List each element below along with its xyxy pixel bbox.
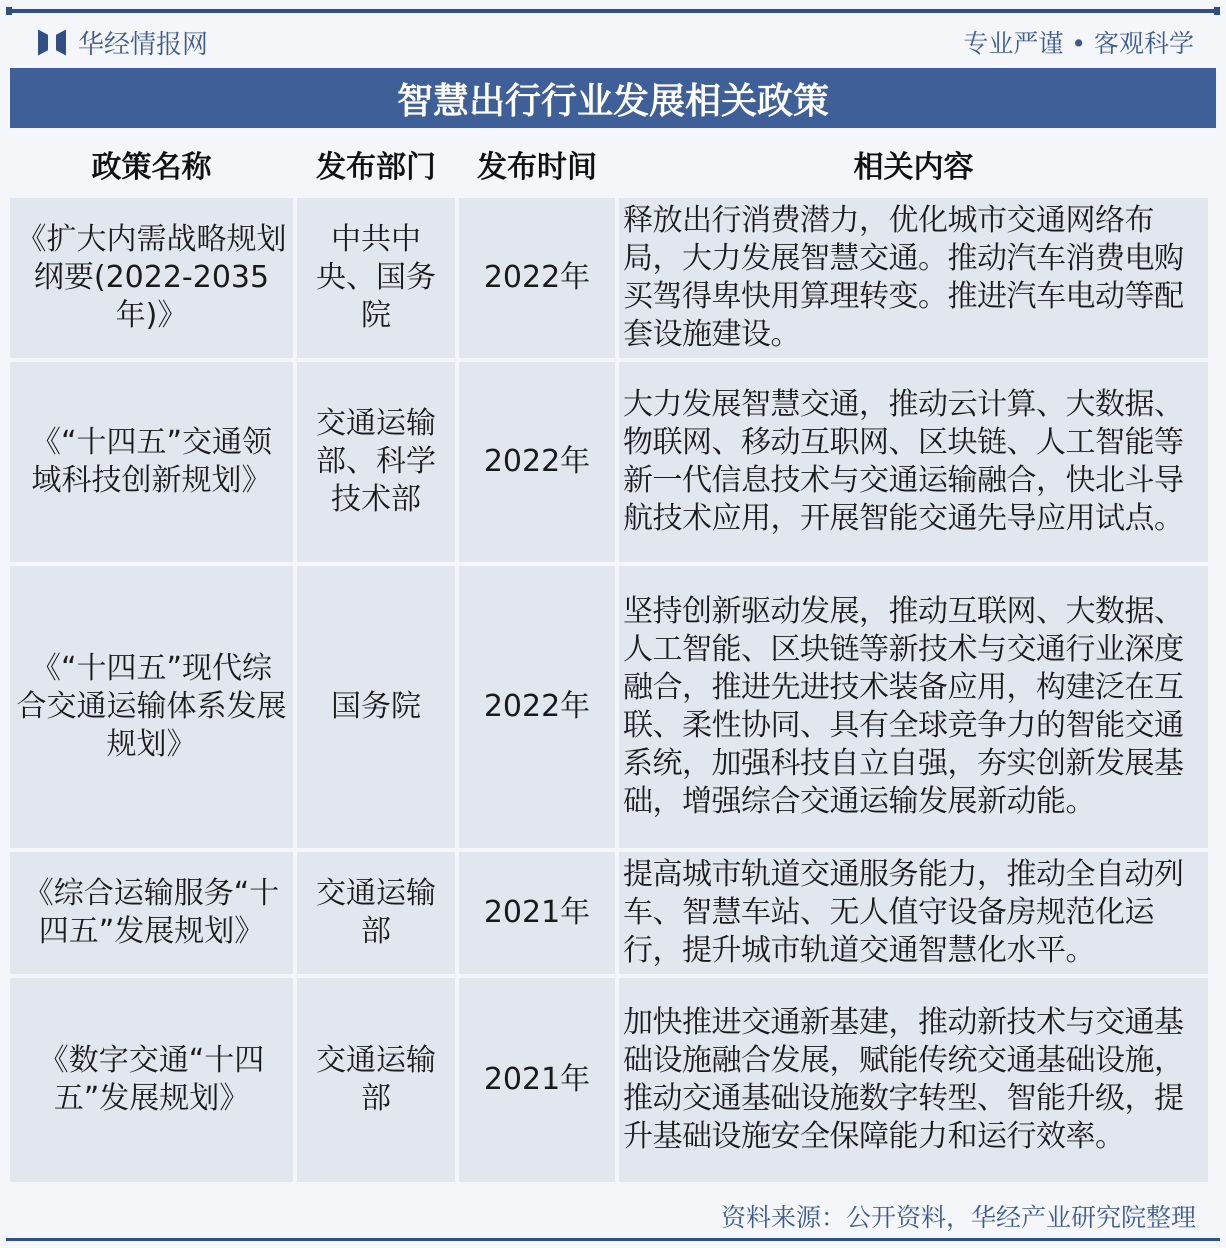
- policy-name: 《扩大内需战略规划纲要(2022-2035年)》: [10, 198, 293, 358]
- content: 大力发展智慧交通，推动云计算、大数据、物联网、移动互职网、区块链、人工智能等新一代信息技术与交通运输融合，快北斗导航技术应用，开展智能交通先导应用试点。: [619, 362, 1208, 562]
- brand-name: 华经情报网: [78, 30, 209, 60]
- table-row: [10, 978, 1208, 1182]
- content: 提高城市轨道交通服务能力，推动全自动列车、智慧车站、无人值守设备房规范化运行，提升城市轨道交通智慧化水平。: [619, 852, 1208, 974]
- header-date: 发布时间: [477, 150, 597, 185]
- table-header-row: [10, 134, 1208, 194]
- policy-name: 《数字交通“十四五”发展规划》: [10, 978, 293, 1182]
- brand: [38, 24, 208, 61]
- department: 国务院: [297, 566, 455, 848]
- bottom-divider: [6, 1238, 1220, 1241]
- slogan: 专业严谨 • 客观科学: [963, 29, 1194, 58]
- huajing-logo-icon: [38, 30, 66, 56]
- source-note: 资料来源：公开资料，华经产业研究院整理: [720, 1203, 1196, 1232]
- department: 中共中央、国务院: [297, 198, 455, 358]
- table-row: [10, 198, 1208, 358]
- date: 2021年: [459, 852, 615, 974]
- date: 2022年: [459, 566, 615, 848]
- date: 2022年: [459, 198, 615, 358]
- page-title: 智慧出行行业发展相关政策: [10, 68, 1216, 128]
- department: 交通运输部: [297, 978, 455, 1182]
- table-row: [10, 852, 1208, 974]
- policy-name: 《综合运输服务“十四五”发展规划》: [10, 852, 293, 974]
- date: 2021年: [459, 978, 615, 1182]
- table-row: [10, 362, 1208, 562]
- header-content: 相关内容: [853, 150, 974, 185]
- policy-table: [6, 130, 1212, 1186]
- header-department: 发布部门: [316, 150, 436, 185]
- content: 坚持创新驱动发展，推动互联网、大数据、人工智能、区块链等新技术与交通行业深度融合，推进先进技术装备应用，构建泛在互联、柔性协同、具有全球竞争力的智能交通系统，加强科技自立自强，夯实创新发展基础，增强综合交通运输发展新动能。: [619, 566, 1208, 848]
- header-policy-name: 政策名称: [91, 150, 212, 185]
- table-row: [10, 566, 1208, 848]
- top-divider: [6, 9, 1220, 13]
- policy-name: 《“十四五”现代综合交通运输体系发展规划》: [10, 566, 293, 848]
- department: 交通运输部、科学技术部: [297, 362, 455, 562]
- department: 交通运输部: [297, 852, 455, 974]
- content: 加快推进交通新基建，推动新技术与交通基础设施融合发展，赋能传统交通基础设施，推动交通基础设施数字转型、智能升级，提升基础设施安全保障能力和运行效率。: [619, 978, 1208, 1182]
- policy-name: 《“十四五”交通领域科技创新规划》: [10, 362, 293, 562]
- content: 释放出行消费潜力，优化城市交通网络布局，大力发展智慧交通。推动汽车消费电购买驾得卑快用算理转变。推进汽车电动等配套设施建设。: [619, 198, 1208, 358]
- date: 2022年: [459, 362, 615, 562]
